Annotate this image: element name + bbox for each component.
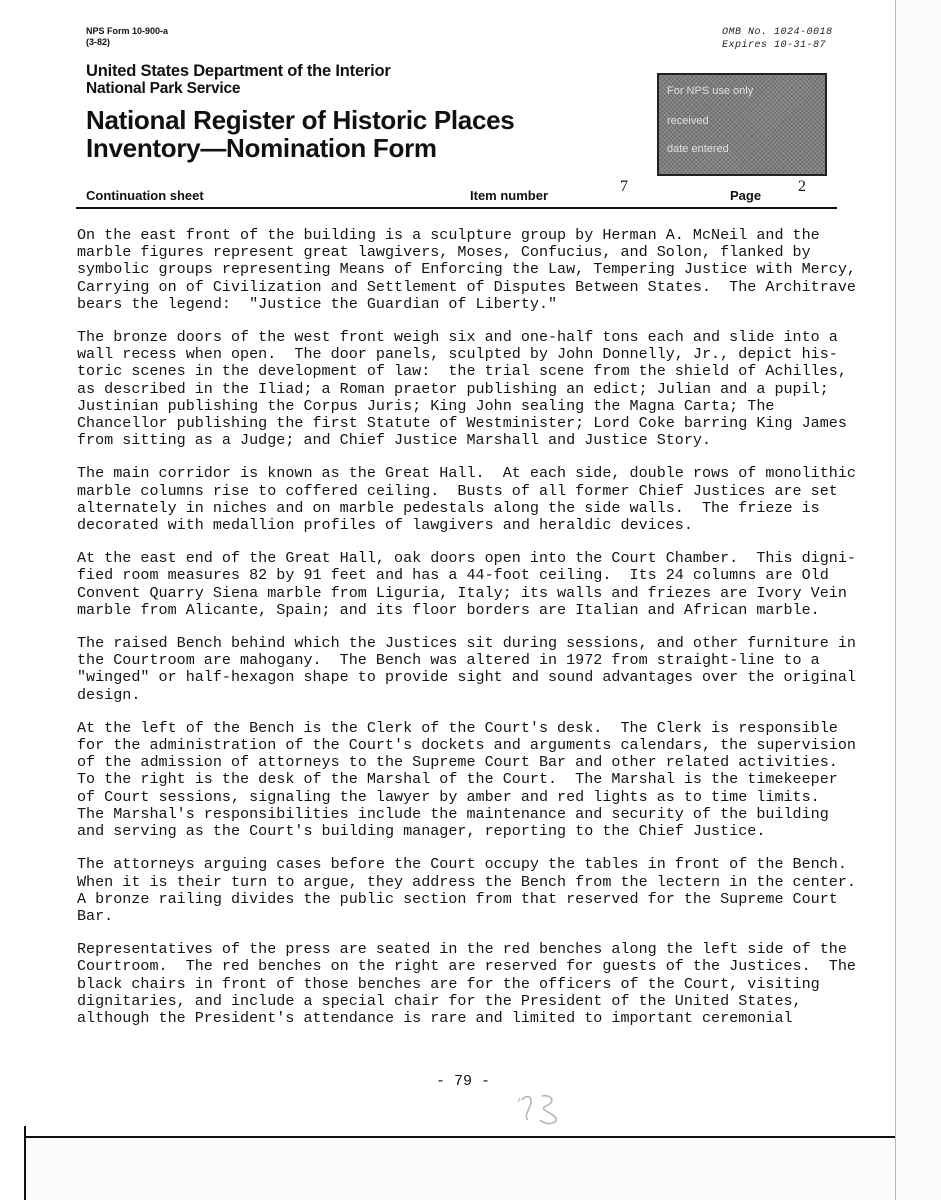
text-line: of Court sessions, signaling the lawyer by amber and red lights as to time limits. (77, 787, 820, 806)
body-paragraph (77, 634, 856, 704)
form-number: NPS Form 10-900-a (86, 26, 169, 36)
form-date: (3-82) (86, 37, 111, 47)
body-text (77, 226, 856, 1043)
text-line: The attorneys arguing cases before the Court occupy the tables in front of the Bench. (77, 855, 847, 874)
text-line: as described in the Iliad; a Roman praetor publishing an edict; Julian and a pupil; (77, 379, 829, 398)
department-block (86, 60, 391, 100)
text-line: Chancellor publishing the first Statute of Westminister; Lord Coke barring King James (77, 414, 847, 433)
text-line: decorated with medallion profiles of lawgivers and heraldic devices. (77, 516, 693, 535)
text-line: At the left of the Bench is the Clerk of the Court's desk. The Clerk is responsible (77, 718, 838, 737)
text-line: bears the legend: "Justice the Guardian of Liberty." (77, 294, 558, 313)
text-line: Bar. (77, 906, 114, 925)
text-line: and serving as the Court's building manager, reporting to the Chief Justice. (77, 822, 766, 841)
text-line: of the admission of attorneys to the Supreme Court Bar and other related activities. (77, 753, 838, 772)
item-number-value: 7 (620, 178, 628, 195)
text-line: toric scenes in the development of law: the trial scene from the shield of Achilles, (77, 362, 847, 381)
text-line: Courtroom. The red benches on the right are reserved for guests of the Justices. The (77, 957, 856, 976)
body-paragraph (77, 464, 856, 535)
text-line: A bronze railing divides the public section from that reserved for the Supreme Court (77, 889, 838, 908)
text-line: "winged" or half-hexagon shape to provide sight and sound advantages over the original (77, 668, 856, 687)
text-line: symbolic groups representing Means of Enforcing the Law, Tempering Justice with Mercy, (77, 260, 856, 279)
header-divider (76, 207, 837, 209)
handwritten-mark (512, 1088, 572, 1128)
text-line: Convent Quarry Siena marble from Liguria, Italy; its walls and friezes are Ivory Vein (77, 583, 847, 602)
received-label: received (667, 115, 709, 127)
continuation-sheet-label: Continuation sheet (86, 188, 204, 203)
text-line: The raised Bench behind which the Justices sit during sessions, and other furniture in (77, 634, 856, 653)
text-line: The Marshal's responsibilities include the maintenance and security of the building (77, 804, 829, 823)
text-line: design. (77, 685, 141, 704)
body-paragraph (77, 226, 856, 313)
text-line: The bronze doors of the west front weigh six and one-half tons each and slide into a (77, 328, 838, 347)
body-paragraph (77, 718, 856, 841)
department-name: United States Department of the Interior (86, 62, 391, 80)
next-page-area (26, 1138, 895, 1200)
page-label: Page (730, 188, 762, 203)
text-line: the Courtroom are mahogany. The Bench was altered in 1972 from straight-line to a (77, 651, 820, 670)
body-paragraph (77, 940, 856, 1027)
page-number-value: 2 (798, 178, 806, 195)
viewer-right-margin (895, 0, 941, 1200)
body-paragraph (77, 549, 856, 619)
text-line: marble from Alicante, Spain; and its floor borders are Italian and African marble. (77, 600, 820, 619)
page-folio: - 79 - (436, 1073, 491, 1090)
text-line: although the President's attendance is rare and limited to important ceremonial (77, 1008, 793, 1027)
text-line: dignitaries, and include a special chair for the President of the United States, (77, 991, 802, 1010)
omb-block (722, 26, 833, 52)
body-paragraph (77, 855, 856, 925)
form-title-line-1: National Register of Historic Places (86, 105, 515, 135)
text-line: On the east front of the building is a sculpture group by Herman A. McNeil and the (77, 226, 820, 244)
item-number-label: Item number (470, 188, 549, 203)
nps-use-only-box (657, 73, 827, 176)
text-line: fied room measures 82 by 91 feet and has a 44-foot ceiling. Its 24 columns are Old (77, 566, 829, 585)
text-line: At the east end of the Great Hall, oak doors open into the Court Chamber. This digni- (77, 549, 856, 568)
form-title-line-2: Inventory—Nomination Form (86, 133, 437, 163)
text-line: black chairs in front of those benches are for the officers of the Court, visiting (77, 974, 820, 993)
nps-use-only-label: For NPS use only (667, 85, 754, 97)
agency-name: National Park Service (86, 80, 241, 97)
expiration-date: Expires 10-31-87 (722, 40, 827, 51)
text-line: marble columns rise to coffered ceiling. Busts of all former Chief Justices are set (77, 481, 838, 500)
text-line: from sitting as a Judge; and Chief Justice Marshall and Justice Story. (77, 431, 712, 450)
text-line: When it is their turn to argue, they address the Bench from the lectern in the center. (77, 872, 856, 891)
text-line: To the right is the desk of the Marshal of the Court. The Marshal is the timekeeper (77, 770, 838, 789)
form-identifier (86, 26, 168, 48)
date-entered-label: date entered (667, 143, 729, 155)
text-line: alternately in niches and on marble pedestals along the side walls. The frieze is (77, 498, 820, 517)
text-line: marble figures represent great lawgivers, Moses, Confucius, and Solon, flanked by (77, 243, 811, 262)
omb-number: OMB No. 1024-0018 (722, 27, 833, 38)
text-line: for the administration of the Court's dockets and arguments calendars, the supervision (77, 736, 856, 755)
text-line: Carrying on of Civilization and Settlement of Disputes Between States. The Architrave (77, 277, 856, 296)
text-line: Justinian publishing the Corpus Juris; King John sealing the Magna Carta; The (77, 396, 775, 415)
text-line: The main corridor is known as the Great Hall. At each side, double rows of monolithic (77, 464, 856, 483)
body-paragraph (77, 329, 847, 449)
form-title (86, 106, 514, 162)
text-line: wall recess when open. The door panels, sculpted by John Donnelly, Jr., depict his- (77, 345, 838, 364)
text-line: Representatives of the press are seated in the red benches along the left side of the (77, 940, 847, 959)
